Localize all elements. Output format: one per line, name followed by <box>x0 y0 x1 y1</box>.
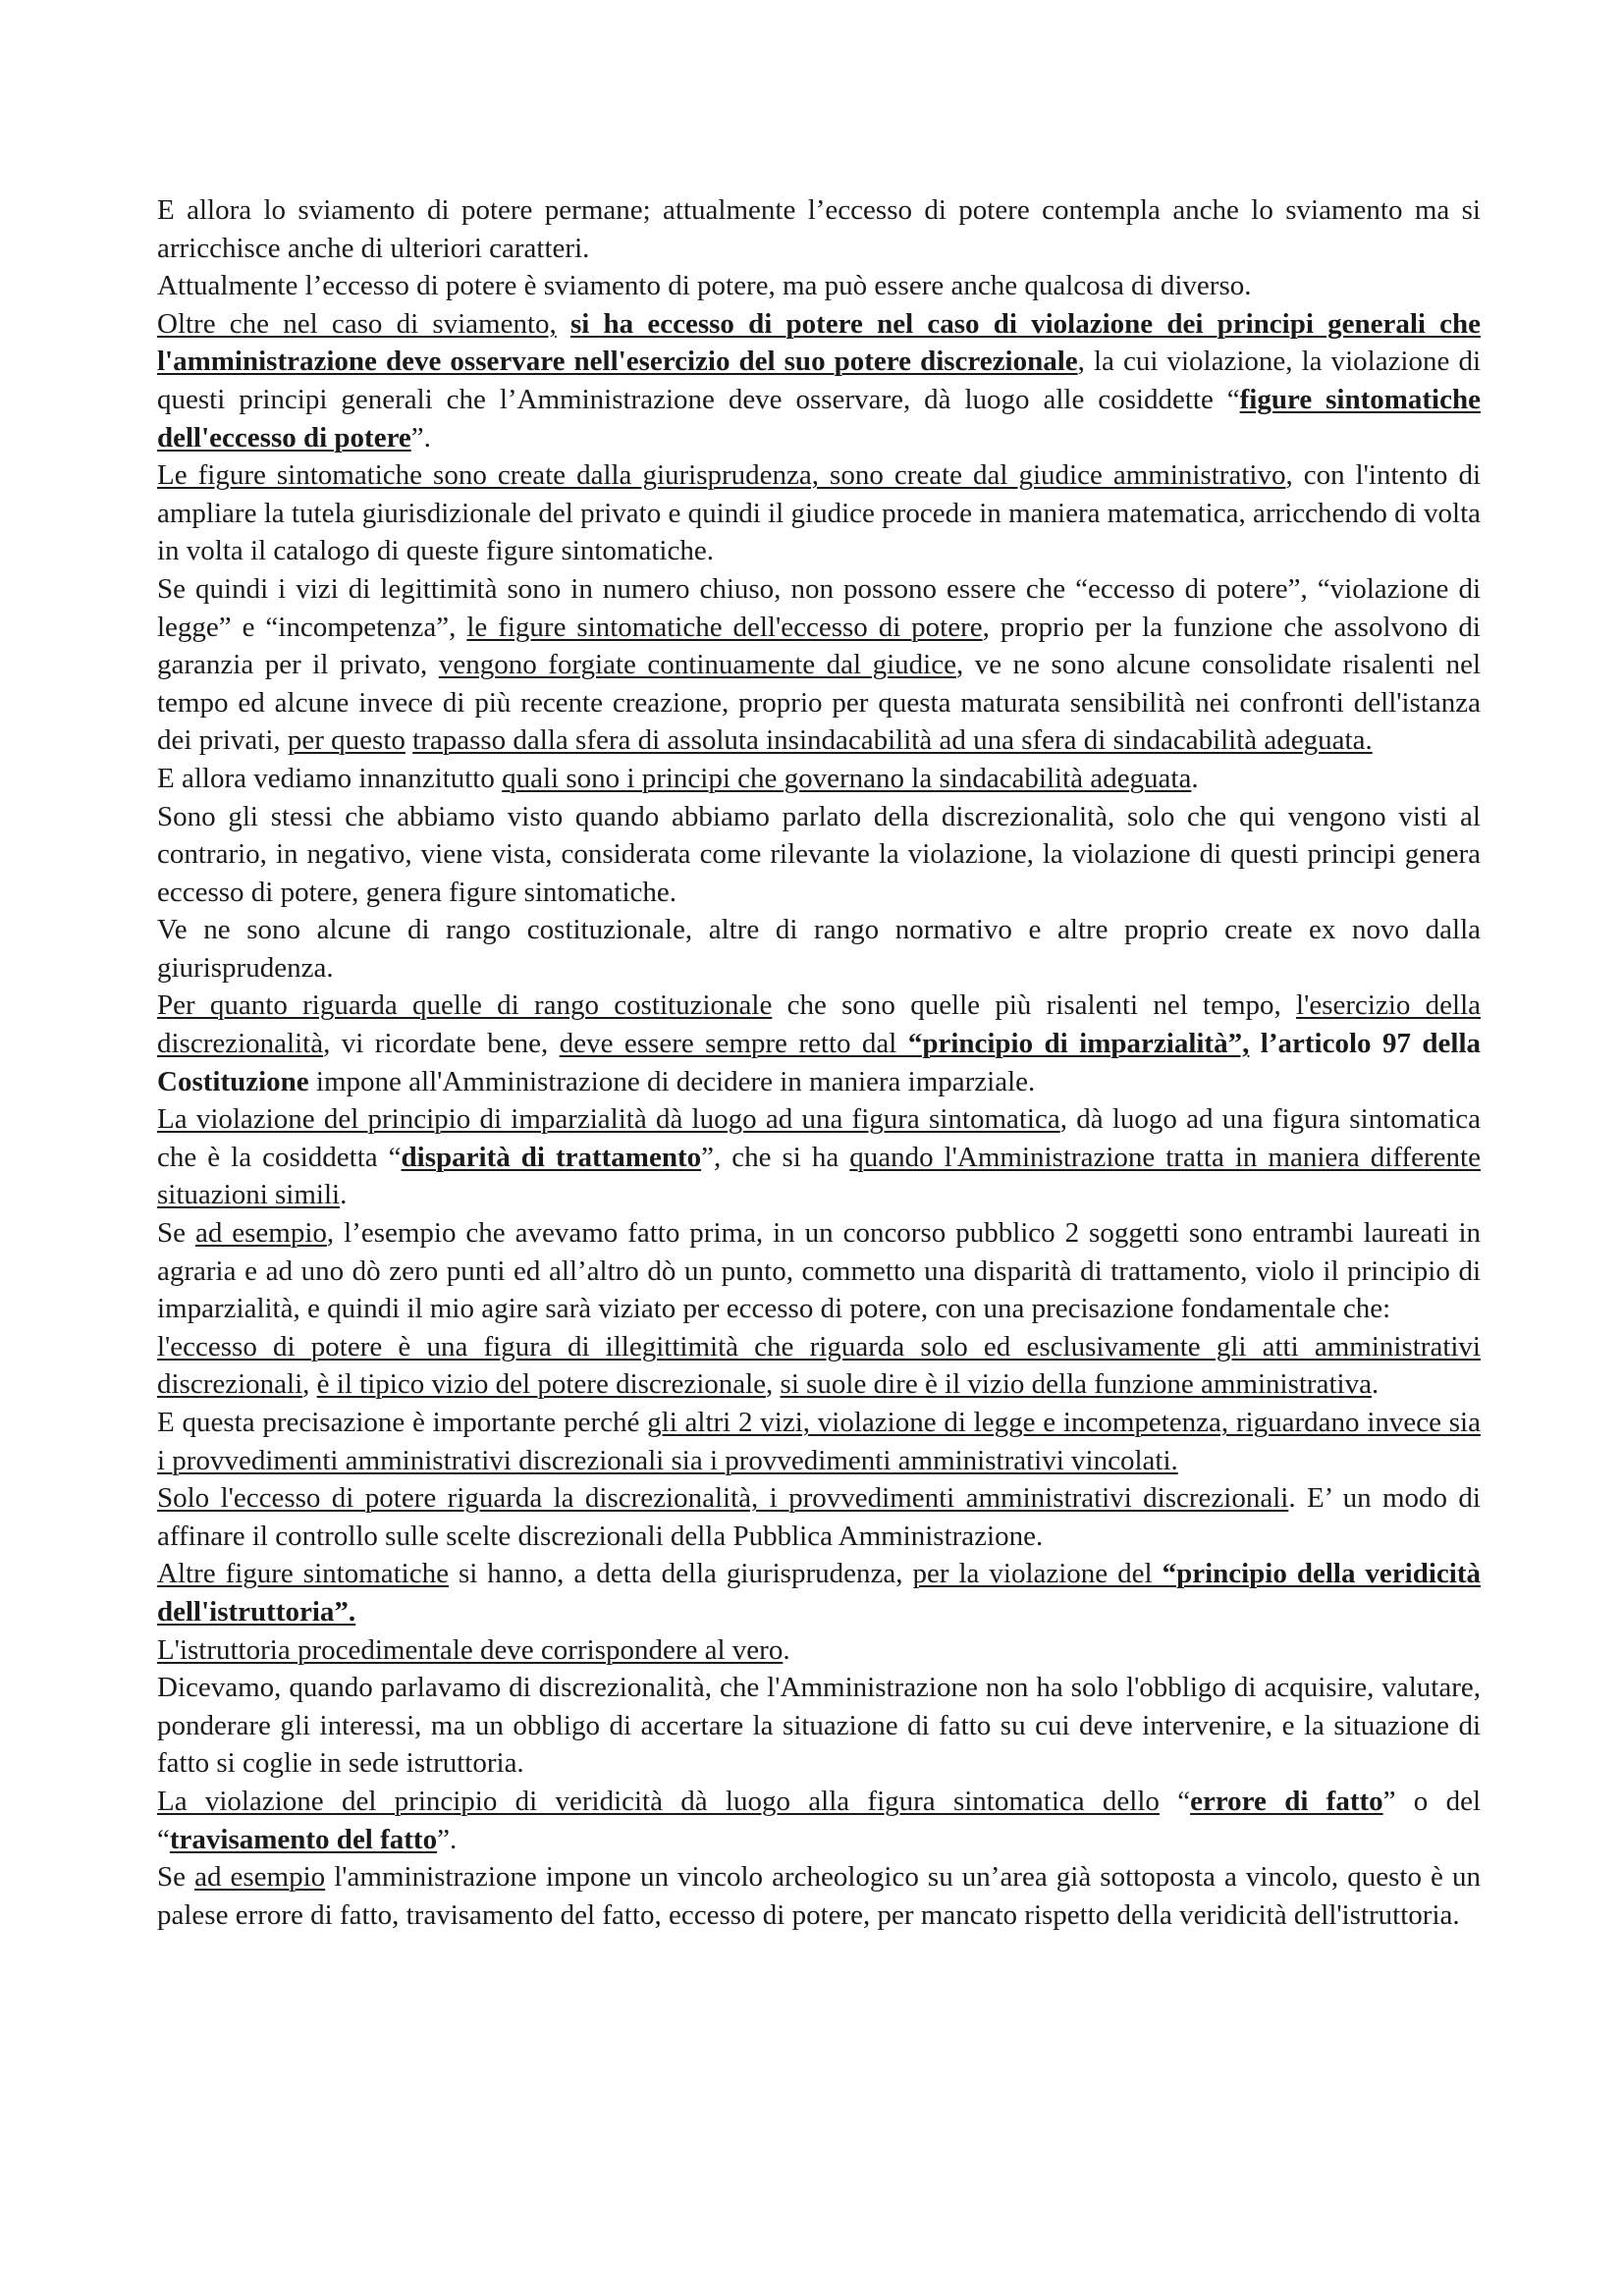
text-run: , con l'intento di ampliare la tutela giurisdizionale del privato e quindi il giudice procede in maniera matematica, arricchendo di volta in volta il catalogo di queste figure sintomatiche. <box>157 459 1481 567</box>
paragraph <box>157 1404 1481 1479</box>
paragraph <box>157 1214 1481 1328</box>
underlined-text-run: “principio della veridicità dell'istruttoria”. <box>157 1558 1482 1628</box>
text-run: Se <box>157 1217 195 1250</box>
paragraph <box>157 798 1481 912</box>
text-run: , ve ne sono alcune consolidate risalenti nel tempo ed alcune invece di più recente creazione, proprio per questa maturata sensibilità nei confronti dell'istanza dei privati, <box>157 649 1481 757</box>
paragraph <box>157 456 1481 570</box>
underlined-text-run: errore di fatto <box>1190 1785 1383 1817</box>
paragraph <box>157 1669 1481 1783</box>
paragraph <box>157 1783 1481 1858</box>
paragraph <box>157 191 1481 267</box>
paragraph <box>157 760 1481 798</box>
text-run: l'amministrazione impone un vincolo archeologico su un’area già sottoposta a vincolo, questo è un palese errore di fatto, travisamento del fatto, eccesso di potere, per mancato rispetto della veridicità dell'istruttoria. <box>157 1861 1481 1931</box>
underlined-text-run: disparità di trattamento <box>401 1141 702 1173</box>
document-page <box>157 191 1481 1934</box>
underlined-text-run: Oltre che nel caso di sviamento, <box>157 307 557 340</box>
text-run: , <box>766 1368 781 1401</box>
underlined-text-run: La violazione del principio di imparzialità dà luogo ad una figura sintomatica <box>157 1103 1060 1136</box>
underlined-text-run: Per quanto riguarda quelle di rango costituzionale <box>157 989 773 1022</box>
paragraph <box>157 305 1481 456</box>
text-run: . E’ un modo di affinare il controllo sulle scelte discrezionali della Pubblica Amministrazione. <box>157 1482 1481 1552</box>
text-run: Sono gli stessi che abbiamo visto quando abbiamo parlato della discrezionalità, solo che qui vengono visti al contrario, in negativo, viene vista, considerata come rilevante la violazione, la violazione di questi principi genera eccesso di potere, genera figure sintomatiche. <box>157 800 1481 908</box>
underlined-text-run: le figure sintomatiche dell'eccesso di potere <box>466 611 983 643</box>
underlined-text-run: travisamento del fatto <box>169 1823 438 1855</box>
text-run: E allora vediamo innanzitutto <box>157 762 503 794</box>
underlined-text-run: si ha eccesso di potere nel caso di violazione dei principi generali che l'amministrazione deve osservare nell'esercizio del suo potere discrezionale <box>157 307 1482 378</box>
underlined-text-run: quando l'Amministrazione tratta in maniera differente situazioni simili <box>157 1141 1481 1211</box>
underlined-text-run: Solo l'eccesso di potere riguarda la discrezionalità, i provvedimenti amministrativi discrezionali <box>157 1482 1289 1515</box>
text-run: Ve ne sono alcune di rango costituzionale, altre di rango normativo e altre proprio create ex novo dalla giurisprudenza. <box>157 914 1481 984</box>
text-run <box>1249 1028 1260 1059</box>
underlined-text-run: Le figure sintomatiche sono create dalla giurisprudenza, sono create dal giudice amministrativo <box>157 459 1286 492</box>
text-run: ”. <box>410 421 431 454</box>
underlined-text-run: Altre figure sintomatiche <box>157 1558 449 1590</box>
underlined-text-run: è il tipico vizio del potere discrezionale <box>316 1368 767 1401</box>
paragraph <box>157 1100 1481 1214</box>
text-run: E allora lo sviamento di potere permane; attualmente l’eccesso di potere contempla anche lo sviamento ma si arricchisce anche di ulteriori caratteri. <box>157 194 1481 264</box>
paragraph <box>157 911 1481 987</box>
underlined-text-run: trapasso dalla sfera di assoluta insindacabilità ad una sfera di sindacabilità adeguata. <box>412 724 1373 757</box>
text-run: Attualmente l’eccesso di potere è sviamento di potere, ma può essere anche qualcosa di diverso. <box>157 270 1252 302</box>
underlined-text-run: quali sono i principi che governano la sindacabilità adeguata <box>502 762 1192 794</box>
underlined-text-run: “principio di imparzialità”, <box>907 1028 1250 1060</box>
text-run: . <box>1191 762 1199 794</box>
text-run: E questa precisazione è importante perché <box>157 1407 648 1438</box>
text-run: , <box>302 1368 317 1401</box>
underlined-text-run: l'eccesso di potere è una figura di illegittimità che riguarda solo ed esclusivamente gli atti amministrativi discrezionali <box>157 1330 1481 1401</box>
underlined-text-run: ad esempio <box>194 1217 327 1250</box>
paragraph <box>157 1631 1481 1670</box>
underlined-text-run: gli altri 2 vizi, violazione di legge e incompetenza, riguardano invece sia i provvedimenti amministrativi discrezionali sia i provvedimenti amministrativi vincolati. <box>157 1407 1481 1476</box>
text-run: , la cui violazione, la violazione di questi principi generali che l’Amministrazione deve osservare, dà luogo alle cosiddette “ <box>157 346 1481 415</box>
text-run: ” o del “ <box>157 1785 1482 1855</box>
underlined-text-run: figure sintomatiche dell'eccesso di potere <box>157 383 1481 454</box>
text-run: . <box>783 1633 790 1666</box>
text-run: si hanno, a detta della giurisprudenza, <box>448 1558 913 1590</box>
text-run: Se quindi i vizi di legittimità sono in numero chiuso, non possono essere che “eccesso di potere”, “violazione di legge” e “incompetenza”, <box>157 572 1481 643</box>
paragraph <box>157 987 1481 1100</box>
text-run: , dà luogo ad una figura sintomatica che è la cosiddetta “ <box>157 1103 1481 1173</box>
text-run: impone all'Amministrazione di decidere in maniera imparziale. <box>308 1065 1036 1097</box>
underlined-text-run: vengono forgiate continuamente dal giudice <box>438 649 956 681</box>
text-run <box>557 308 570 340</box>
paragraph <box>157 1328 1481 1404</box>
text-run: , l’esempio che avevamo fatto prima, in un concorso pubblico 2 soggetti sono entrambi laureati in agraria e ad uno dò zero punti ed all’altro dò un punto, commetto una disparità di trattamento, violo il principio di imparzialità, e quindi il mio agire sarà viziato per eccesso di potere, con una precisazione fondamentale che: <box>157 1217 1482 1325</box>
paragraph <box>157 1555 1481 1630</box>
paragraph <box>157 1858 1481 1934</box>
text-run: che sono quelle più risalenti nel tempo, <box>772 989 1297 1022</box>
underlined-text-run: l'esercizio della discrezionalità <box>157 989 1482 1060</box>
paragraph <box>157 1479 1481 1555</box>
underlined-text-run: si suole dire è il vizio della funzione amministrativa <box>780 1368 1372 1401</box>
text-run: Se <box>157 1861 195 1894</box>
underlined-text-run: deve essere sempre retto dal <box>559 1028 908 1060</box>
underlined-text-run: L'istruttoria procedimentale deve corrispondere al vero <box>157 1633 784 1666</box>
underlined-text-run: per la violazione del <box>912 1558 1163 1590</box>
text-run: , vi ricordate bene, <box>323 1028 560 1060</box>
text-run: . <box>340 1179 348 1211</box>
text-run: Dicevamo, quando parlavamo di discrezionalità, che l'Amministrazione non ha solo l'obbligo di acquisire, valutare, ponderare gli interessi, ma un obbligo di accertare la situazione di fatto su cui deve intervenire, e la situazione di fatto si coglie in sede istruttoria. <box>157 1672 1481 1780</box>
underlined-text-run: La violazione del principio di veridicità dà luogo alla figura sintomatica dello <box>157 1785 1160 1817</box>
paragraph <box>157 267 1481 305</box>
text-run: “ <box>1159 1785 1191 1817</box>
paragraph <box>157 570 1481 760</box>
text-run: . <box>1371 1368 1380 1401</box>
underlined-text-run: ad esempio <box>194 1861 326 1894</box>
text-run: ”. <box>437 1823 458 1855</box>
text-run: ”, che si ha <box>701 1141 850 1173</box>
text-run: , proprio per la funzione che assolvono di garanzia per il privato, <box>157 611 1481 681</box>
underlined-text-run: per questo <box>287 724 406 757</box>
bold-text-run: l’articolo 97 della Costituzione <box>157 1028 1482 1097</box>
